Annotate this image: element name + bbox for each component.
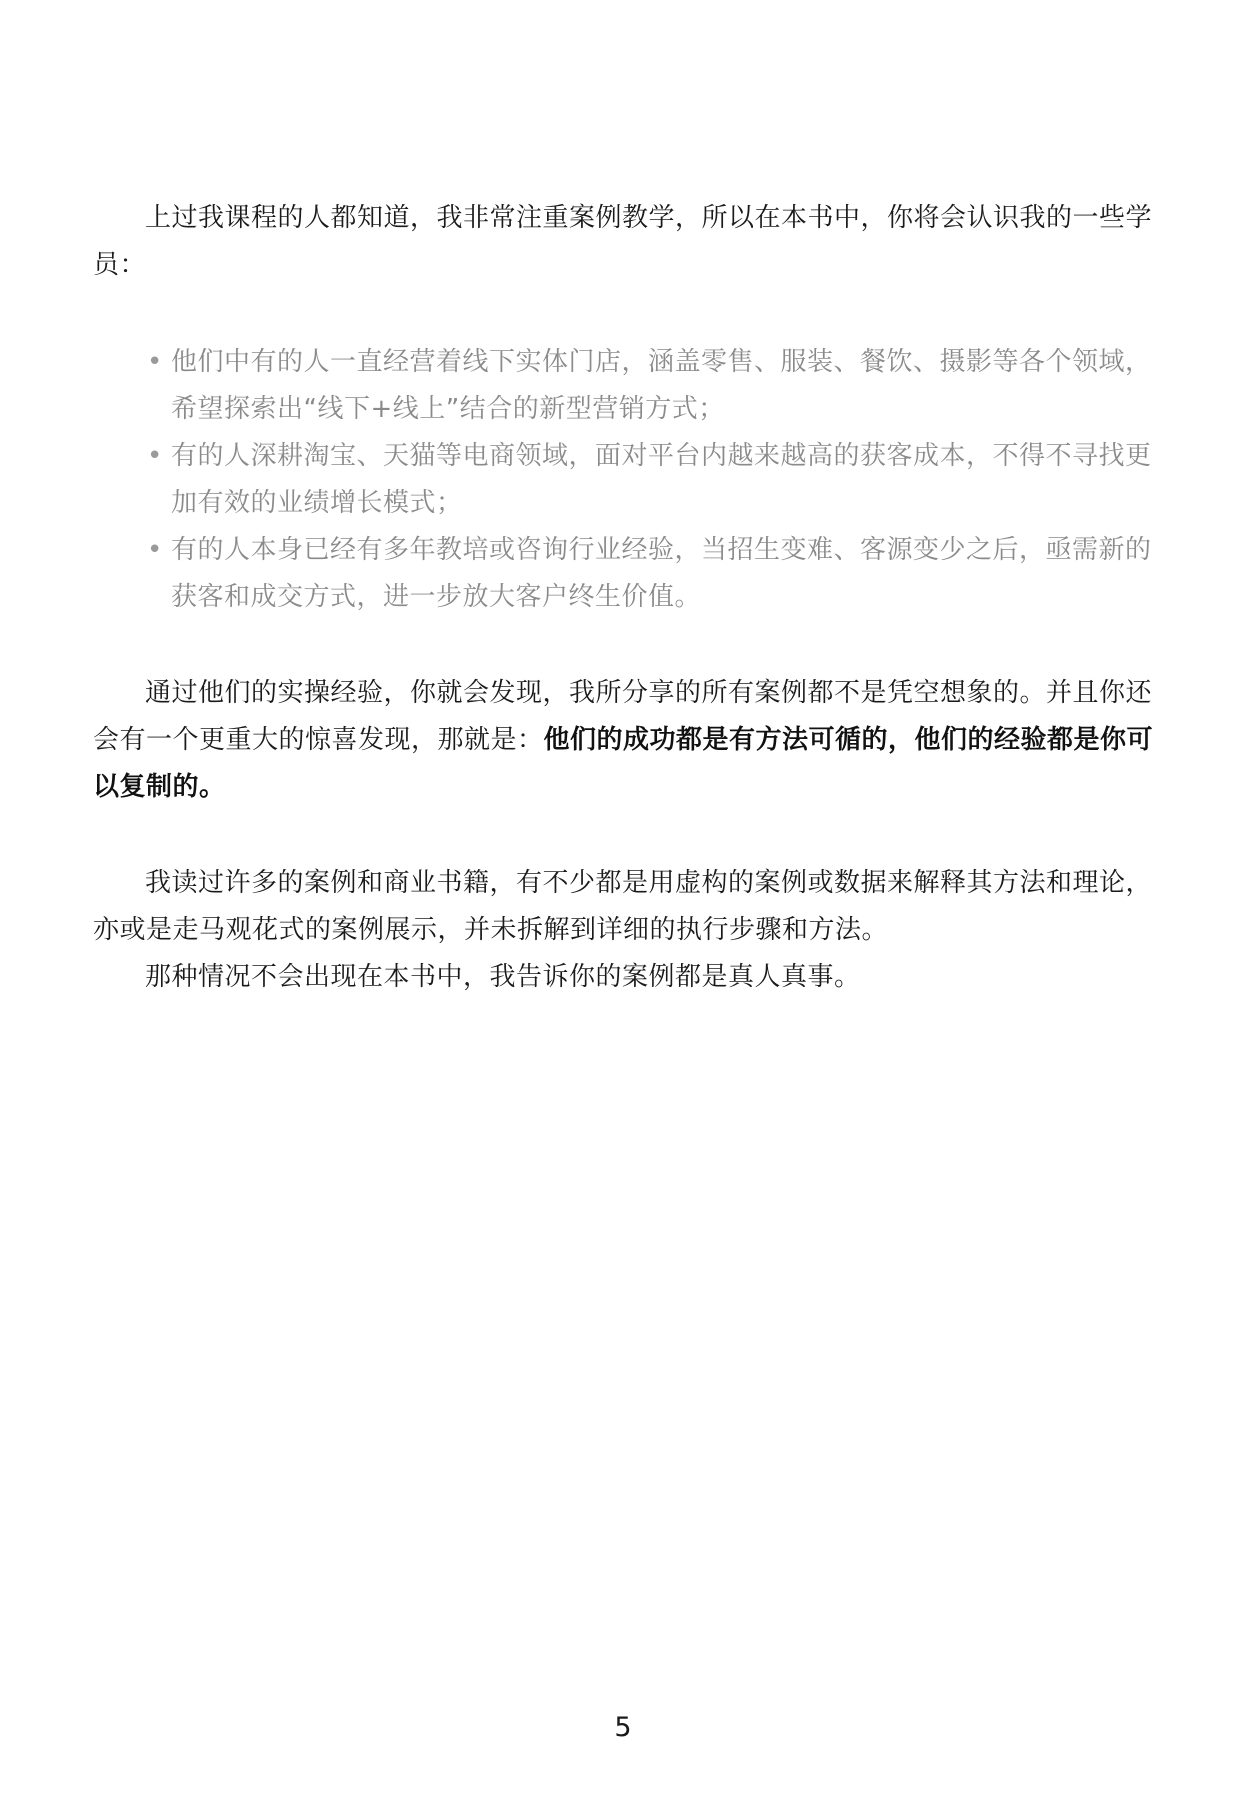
list-item-text: 有的人本身已经有多年教培或咨询行业经验，当招生变难、客源变少之后，亟需新的获客和成交方式，进一步放大客户终生价值。: [171, 535, 1152, 612]
list-item-text: 他们中有的人一直经营着线下实体门店，涵盖零售、服装、餐饮、摄影等各个领域，希望探索出“线下+线上”结合的新型营销方式；: [171, 347, 1152, 424]
student-list: [93, 339, 1159, 621]
intro-paragraph: 上过我课程的人都知道，我非常注重案例教学，所以在本书中，你将会认识我的一些学员：: [93, 203, 1153, 280]
bullet-icon: •: [147, 441, 163, 471]
discovery-emphasis: 他们的成功都是有方法可循的，他们的经验都是你可以复制的。: [93, 725, 1154, 802]
discovery-text: 通过他们的实操经验，你就会发现，我所分享的所有案例都不是凭空想象的。并且你还会有一个更重大的惊喜发现，那就是：: [93, 678, 1153, 755]
list-item: [93, 527, 1159, 621]
page-number: 5: [614, 1712, 632, 1743]
list-item: [93, 433, 1159, 527]
discovery-paragraph: [93, 670, 1159, 811]
list-item: [93, 339, 1159, 433]
bullet-icon: •: [147, 347, 163, 377]
page-body: [93, 195, 1159, 1001]
books-paragraph: 我读过许多的案例和商业书籍，有不少都是用虚构的案例或数据来解释其方法和理论，亦或是走马观花式的案例展示，并未拆解到详细的执行步骤和方法。: [93, 868, 1153, 945]
bullet-icon: •: [147, 535, 163, 565]
closing-paragraph: 那种情况不会出现在本书中，我告诉你的案例都是真人真事。: [145, 962, 861, 992]
list-item-text: 有的人深耕淘宝、天猫等电商领域，面对平台内越来越高的获客成本，不得不寻找更加有效的业绩增长模式；: [171, 441, 1152, 518]
